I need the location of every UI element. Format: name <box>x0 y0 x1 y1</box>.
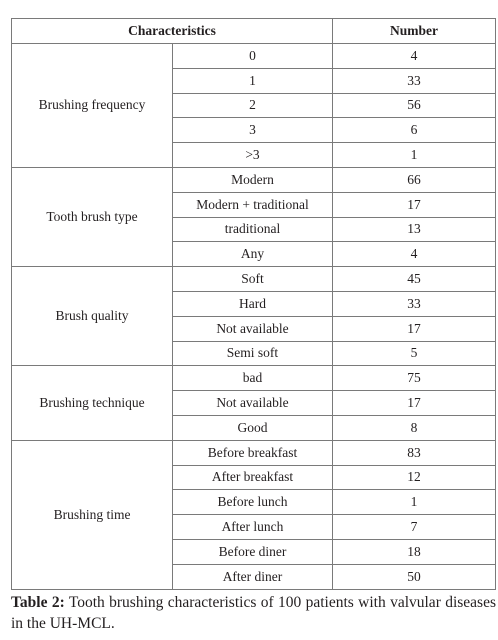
number-cell: 75 <box>333 366 496 391</box>
category-cell: >3 <box>173 143 333 168</box>
category-cell: After lunch <box>173 515 333 540</box>
category-cell: Before diner <box>173 539 333 564</box>
number-cell: 56 <box>333 93 496 118</box>
group-label: Brush quality <box>12 267 173 366</box>
category-cell: 0 <box>173 44 333 69</box>
category-cell: Soft <box>173 267 333 292</box>
number-cell: 17 <box>333 192 496 217</box>
category-cell: Not available <box>173 391 333 416</box>
category-cell: Semi soft <box>173 341 333 366</box>
caption-label: Table 2: <box>11 594 65 611</box>
table-body <box>12 44 496 590</box>
number-cell: 17 <box>333 391 496 416</box>
caption-text: Tooth brushing characteristics of 100 patients with valvular diseases in the UH-MCL. <box>11 594 496 632</box>
category-cell: Before breakfast <box>173 440 333 465</box>
group-label: Tooth brush type <box>12 167 173 266</box>
number-cell: 12 <box>333 465 496 490</box>
category-cell: Hard <box>173 291 333 316</box>
category-cell: Not available <box>173 316 333 341</box>
number-cell: 1 <box>333 143 496 168</box>
group-label: Brushing time <box>12 440 173 589</box>
number-cell: 13 <box>333 217 496 242</box>
number-cell: 1 <box>333 490 496 515</box>
header-number: Number <box>333 19 496 44</box>
category-cell: 2 <box>173 93 333 118</box>
number-cell: 50 <box>333 564 496 589</box>
category-cell: Before lunch <box>173 490 333 515</box>
number-cell: 4 <box>333 242 496 267</box>
category-cell: After breakfast <box>173 465 333 490</box>
table-row <box>12 440 496 465</box>
group-label: Brushing frequency <box>12 44 173 168</box>
category-cell: After diner <box>173 564 333 589</box>
table-row <box>12 167 496 192</box>
number-cell: 7 <box>333 515 496 540</box>
number-cell: 33 <box>333 291 496 316</box>
number-cell: 66 <box>333 167 496 192</box>
table-row <box>12 44 496 69</box>
category-cell: Modern + traditional <box>173 192 333 217</box>
header-characteristics: Characteristics <box>12 19 333 44</box>
number-cell: 4 <box>333 44 496 69</box>
table-caption <box>11 592 496 634</box>
category-cell: 1 <box>173 68 333 93</box>
number-cell: 45 <box>333 267 496 292</box>
group-label: Brushing technique <box>12 366 173 440</box>
number-cell: 33 <box>333 68 496 93</box>
category-cell: Good <box>173 415 333 440</box>
table-row <box>12 366 496 391</box>
table-row <box>12 267 496 292</box>
number-cell: 83 <box>333 440 496 465</box>
category-cell: 3 <box>173 118 333 143</box>
number-cell: 6 <box>333 118 496 143</box>
category-cell: traditional <box>173 217 333 242</box>
category-cell: Any <box>173 242 333 267</box>
number-cell: 18 <box>333 539 496 564</box>
category-cell: Modern <box>173 167 333 192</box>
characteristics-table <box>11 18 496 590</box>
table-header-row <box>12 19 496 44</box>
number-cell: 5 <box>333 341 496 366</box>
category-cell: bad <box>173 366 333 391</box>
number-cell: 8 <box>333 415 496 440</box>
number-cell: 17 <box>333 316 496 341</box>
